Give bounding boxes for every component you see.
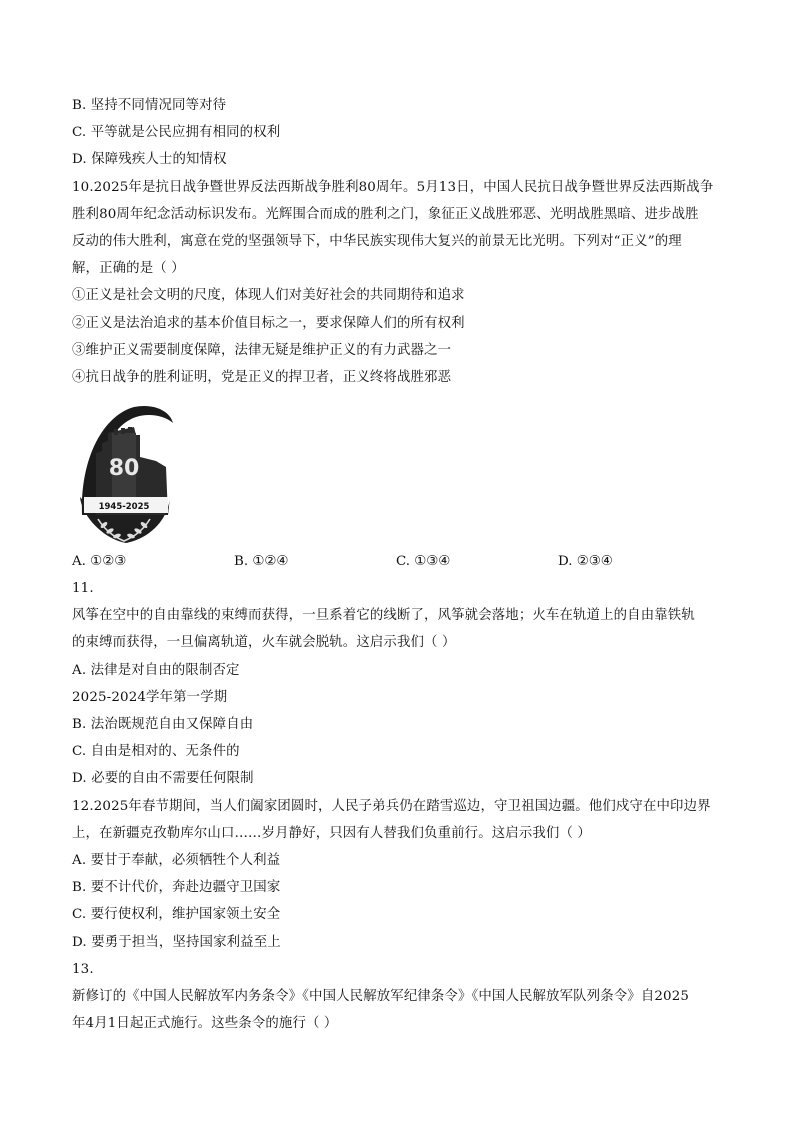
text-line: 上，在新疆克孜勒库尔山口……岁月静好，只因有人替我们负重前行。这启示我们（ ）	[72, 825, 591, 841]
option-b: B. 要不计代价，奔赴边疆守卫国家	[72, 880, 281, 896]
option-a: A. 法律是对自由的限制否定	[72, 662, 240, 678]
question-11-stem: 风筝在空中的自由靠线的束缚而获得，一旦系着它的线断了，风筝就会落地；火车在轨道上的自由靠铁轨	[72, 608, 695, 624]
option-c: C. ①③④	[396, 554, 451, 570]
document-page	[72, 92, 732, 1037]
text-line: 的束缚而获得，一旦偏离轨道，火车就会脱轨。这启示我们（ ）	[72, 635, 456, 651]
text-line: 解，正确的是（ ）	[72, 261, 185, 277]
statement-2: ②正义是法治追求的基本价值目标之一，要求保障人们的所有权利	[72, 315, 465, 331]
text-block-before-logo	[72, 92, 732, 391]
text-line: 反动的伟大胜利，寓意在党的坚强领导下，中华民族实现伟大复兴的前景无比光明。下列对“正义”的理	[72, 233, 682, 249]
question-10-options	[72, 549, 732, 575]
option-d: D. ②③④	[558, 554, 613, 570]
text-line: B. 坚持不同情况同等对待	[72, 98, 227, 113]
option-c: C. 要行使权利，维护国家领土安全	[72, 907, 281, 923]
statement-1: ①正义是社会文明的尺度，体现人们对美好社会的共同期待和追求	[72, 288, 465, 304]
text-line: 胜利80周年纪念活动标识发布。光辉围合而成的胜利之门，象征正义战胜邪恶、光明战胜黑暗、进步战胜	[72, 206, 699, 222]
logo-years: 1945-2025	[98, 502, 150, 513]
option-a: A. 要甘于奉献，必须牺牲个人利益	[72, 852, 281, 868]
text-block-after-logo	[72, 575, 732, 1037]
option-a: A. ①②③	[72, 554, 127, 570]
option-b: B. 法治既规范自由又保障自由	[72, 717, 254, 732]
option-d: D. 必要的自由不需要任何限制	[72, 771, 254, 787]
question-13-stem: 新修订的《中国人民解放军内务条令》《中国人民解放军纪律条令》《中国人民解放军队列条令》自2025	[72, 988, 690, 1004]
victory-80-logo-image	[74, 397, 174, 545]
option-d: D. 要勇于担当，坚持国家利益至上	[72, 934, 281, 950]
question-11-number: 11.	[72, 581, 94, 597]
text-line: D. 保障残疾人士的知情权	[72, 152, 227, 168]
statement-3: ③维护正义需要制度保障，法律无疑是维护正义的有力武器之一	[72, 342, 452, 358]
question-10-stem: 10.2025年是抗日战争暨世界反法西斯战争胜利80周年。5月13日，中国人民抗日战争暨世界反法西斯战争	[72, 179, 714, 195]
option-b: B. ①②④	[234, 554, 289, 570]
question-12-stem: 12.2025年春节期间，当人们阖家团圆时，人民子弟兵仍在踏雪巡边，守卫祖国边疆。他们戍守在中印边界	[72, 798, 711, 814]
text-line: C. 平等就是公民应拥有相同的权利	[72, 125, 281, 141]
option-c: C. 自由是相对的、无条件的	[72, 744, 240, 760]
statement-4: ④抗日战争的胜利证明，党是正义的捍卫者，正义终将战胜邪恶	[72, 369, 452, 385]
question-13-number: 13.	[72, 961, 94, 977]
text-line: 2025-2024学年第一学期	[72, 689, 228, 705]
text-line: 年4月1日起正式施行。这些条令的施行（ ）	[72, 1016, 338, 1032]
logo-number: 80	[108, 456, 140, 482]
